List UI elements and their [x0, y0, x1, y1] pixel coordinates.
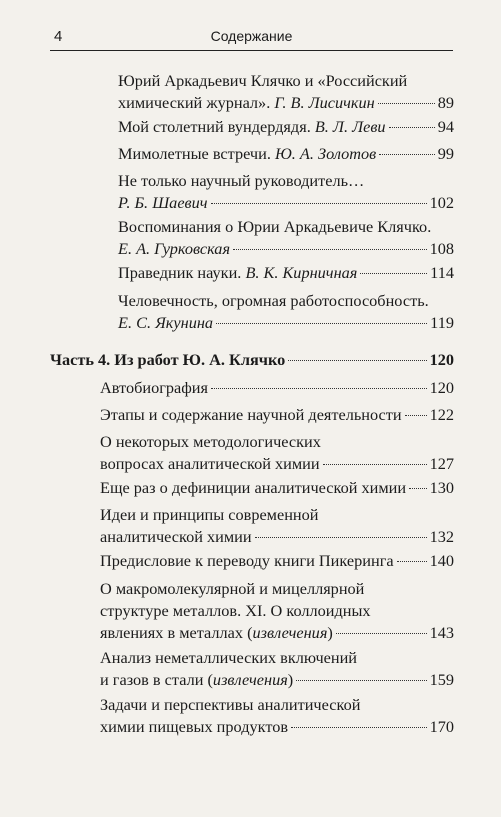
toc-entry-title [118, 116, 386, 138]
toc-entry-page-number: 119 [430, 313, 454, 332]
toc-entry-italic-note: извлечения [212, 670, 288, 689]
page-header [50, 28, 453, 50]
toc-entry-title-line: структуре металлов. XI. О коллоидных [100, 601, 371, 620]
toc-entry-title-text: Этапы и содержание научной деятельности [100, 405, 402, 424]
toc-entry-title-suffix: ) [327, 623, 333, 642]
toc-entry-title-line: Юрий Аркадьевич Клячко и «Российский [118, 71, 408, 90]
toc-entry-title-line: Воспоминания о Юрии Аркадьевиче Клячко. [118, 217, 432, 236]
dot-leader [211, 388, 427, 389]
toc-entry-page-number: 94 [437, 117, 454, 136]
toc-entry-title [50, 349, 285, 371]
dot-leader [211, 203, 427, 204]
toc-entry-page-number: 102 [429, 193, 454, 212]
page-number: 4 [54, 28, 63, 45]
toc-entry-title [100, 404, 402, 426]
toc-entry [118, 70, 454, 114]
toc-entry-page-number: 143 [429, 623, 454, 642]
toc-entry-title [100, 477, 406, 499]
dot-leader [378, 103, 435, 104]
toc-entry-author: Г. В. Лисичкин [274, 93, 375, 112]
dot-leader [255, 537, 427, 538]
toc-entry-page-number: 89 [437, 93, 454, 112]
dot-leader [360, 273, 427, 274]
toc-entry-title [100, 377, 208, 399]
toc-entry-title-suffix: ) [287, 670, 294, 689]
dot-leader [216, 323, 427, 324]
toc-entry-title-text: явлениях в металлах ( [100, 623, 253, 642]
toc-part-heading [50, 349, 454, 371]
toc-entry-title-text: химический журнал». [118, 93, 271, 112]
toc-entry-title-text: аналитической химии [100, 527, 252, 546]
toc-entry-page-number: 108 [429, 239, 454, 258]
header-rule [50, 50, 453, 51]
toc-entry-title [118, 238, 230, 260]
toc-entry-page-number: 127 [429, 454, 454, 473]
toc-entry-title-text: Мой столетний вундердядя. [118, 117, 311, 136]
toc-entry-title-text: Автобиография [100, 378, 209, 397]
toc-entry-title-line: Анализ неметаллических включений [100, 648, 357, 667]
toc-entry-page-number: 120 [429, 350, 454, 369]
toc-entry [118, 170, 454, 214]
toc-entry-title-text: Еще раз о дефиниции аналитической химии [100, 478, 407, 497]
toc-entry-title-text: Праведник науки. [118, 263, 242, 282]
dot-leader [291, 727, 427, 728]
dot-leader [296, 680, 426, 681]
toc-entry-page-number: 140 [429, 551, 454, 570]
toc-entry-page-number: 159 [429, 670, 454, 689]
toc-entry-title-line: Задачи и перспективы аналитической [100, 695, 361, 714]
toc-entry-title [118, 92, 375, 114]
toc-entry [100, 504, 454, 548]
toc-entry-page-number: 120 [429, 378, 454, 397]
toc-entry-title [100, 669, 293, 691]
dot-leader [323, 464, 427, 465]
toc-entry-title [100, 550, 394, 572]
toc-entry [100, 578, 454, 644]
toc-entry-title [118, 143, 376, 165]
toc-entry [118, 143, 454, 165]
toc-entry-title [100, 622, 333, 644]
dot-leader [409, 488, 427, 489]
toc-entry-title-text: Мимолетные встречи. [118, 144, 271, 163]
toc-entry-title [100, 526, 252, 548]
toc-entry-page-number: 99 [437, 144, 454, 163]
toc-entry [118, 116, 454, 138]
toc-entry-title-line: Не только научный руководитель… [118, 171, 365, 190]
toc-entry-title-text: Часть 4. Из работ Ю. А. Клячко [50, 350, 286, 369]
toc-entry-italic-note: извлечения [252, 623, 328, 642]
toc-entry [118, 262, 454, 284]
dot-leader [397, 561, 427, 562]
toc-entry [100, 647, 454, 691]
toc-entry [118, 216, 454, 260]
toc-entry-author: Е. А. Гурковская [118, 239, 231, 258]
toc-entry-title [100, 453, 320, 475]
toc-entry-title [118, 262, 357, 284]
toc-entry [100, 404, 454, 426]
dot-leader [405, 415, 427, 416]
toc-entry [100, 694, 454, 738]
toc-entry-author: В. Л. Леви [314, 117, 386, 136]
toc-entry-title-line: О некоторых методологических [100, 432, 321, 451]
toc-entry-title-text: химии пищевых продуктов [100, 717, 289, 736]
toc-entry [100, 377, 454, 399]
toc-entry-title-line: О макромолекулярной и мицеллярной [100, 579, 365, 598]
toc-entry-title-line: Человечность, огромная работоспособность. [118, 291, 429, 310]
toc-entry-title [100, 716, 288, 738]
dot-leader [336, 633, 427, 634]
toc-entry-page-number: 170 [429, 717, 454, 736]
page-title: Содержание [210, 28, 293, 44]
toc-entry-title-text: Предисловие к переводу книги Пикеринга [100, 551, 394, 570]
toc-entry-author: Е. С. Якунина [118, 313, 214, 332]
toc-entry-title-text: и газов в стали ( [100, 670, 213, 689]
dot-leader [379, 154, 435, 155]
toc-entry-page-number: 132 [429, 527, 454, 546]
toc-entry-title [118, 192, 208, 214]
toc-entry-author: В. К. Кирничная [245, 263, 358, 282]
toc-entry-page-number: 130 [429, 478, 454, 497]
toc-entry [100, 431, 454, 475]
dot-leader [233, 249, 427, 250]
toc-entry [100, 477, 454, 499]
toc-entry-title-text: вопросах аналитической химии [100, 454, 320, 473]
dot-leader [288, 360, 426, 361]
toc-entry [118, 290, 454, 334]
toc-entry-page-number: 122 [429, 405, 454, 424]
toc-entry-author: Ю. А. Золотов [274, 144, 377, 163]
toc-entry-author: Р. Б. Шаевич [118, 193, 208, 212]
toc-entry [100, 550, 454, 572]
dot-leader [389, 127, 435, 128]
toc-entry-page-number: 114 [430, 263, 454, 282]
toc-entry-title-line: Идеи и принципы современной [100, 505, 319, 524]
toc-entry-title [118, 312, 213, 334]
